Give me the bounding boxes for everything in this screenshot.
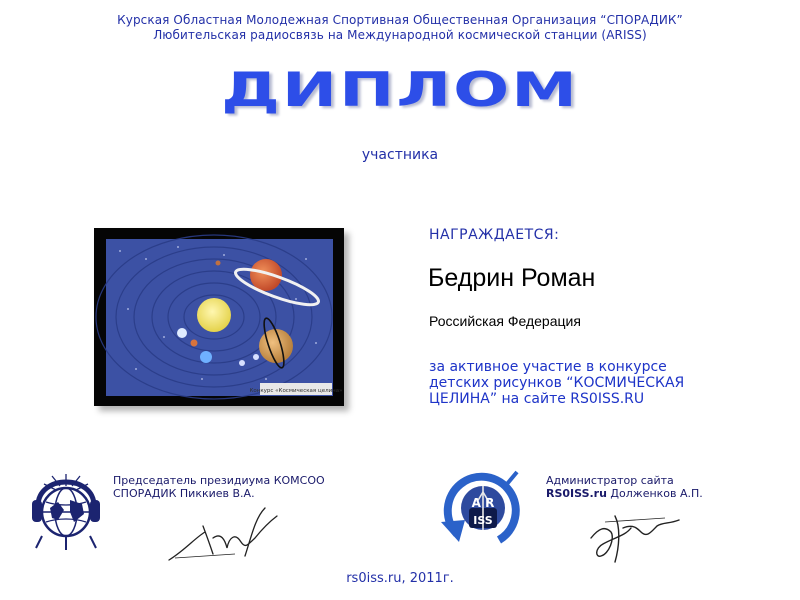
drawing-caption: Конкурс «Космическая целина» <box>249 388 343 394</box>
left-signatory-name: СПОРАДИК Пиккиев В.А. <box>113 487 255 500</box>
recipient-country: Российская Федерация <box>429 313 581 329</box>
right-signatory <box>546 474 703 500</box>
diploma-subtitle <box>0 147 800 163</box>
ariss-logo-top-text: A R <box>471 496 495 510</box>
right-signatory-person: Долженков А.П. <box>606 487 703 500</box>
sporadic-emblem <box>28 462 104 552</box>
right-signatory-site: RS0ISS.ru <box>546 487 607 500</box>
header-program: Любительская радиосвязь на Международной космической станции (ARISS) <box>153 28 647 42</box>
diploma-title: ДИПЛОМ <box>221 62 579 118</box>
ariss-logo <box>437 462 527 552</box>
ariss-logo-bottom-text: ISS <box>473 514 493 527</box>
header-organization: Курская Областная Молодежная Спортивная Общественная Организация “СПОРАДИК” <box>117 13 683 27</box>
reason-line-1: за активное участие в конкурсе <box>429 359 667 375</box>
footer-site-year: rs0iss.ru, 2011г. <box>346 571 454 586</box>
right-handwritten-signature <box>585 498 685 566</box>
reason-line-3: ЦЕЛИНА” на сайте RS0ISS.RU <box>429 391 645 407</box>
space-drawing-image <box>106 239 343 396</box>
reason-line-2: детских рисунков “КОСМИЧЕСКАЯ <box>429 375 685 391</box>
children-drawing <box>106 239 343 396</box>
awarded-label: НАГРАЖДАЕТСЯ: <box>429 227 560 243</box>
left-signatory <box>113 474 325 500</box>
globe-headphones-icon <box>28 462 104 552</box>
signature-right-icon <box>585 498 685 566</box>
subtitle-text: участника <box>361 147 439 163</box>
right-signatory-title: Администратор сайта <box>546 474 674 487</box>
left-signatory-title: Председатель президиума КОМСОО <box>113 474 325 487</box>
recipient-name: Бедрин Роман <box>428 264 596 292</box>
left-handwritten-signature <box>165 498 295 568</box>
ariss-logo-icon <box>437 462 527 552</box>
award-reason <box>429 359 769 407</box>
signature-left-icon <box>165 498 295 568</box>
